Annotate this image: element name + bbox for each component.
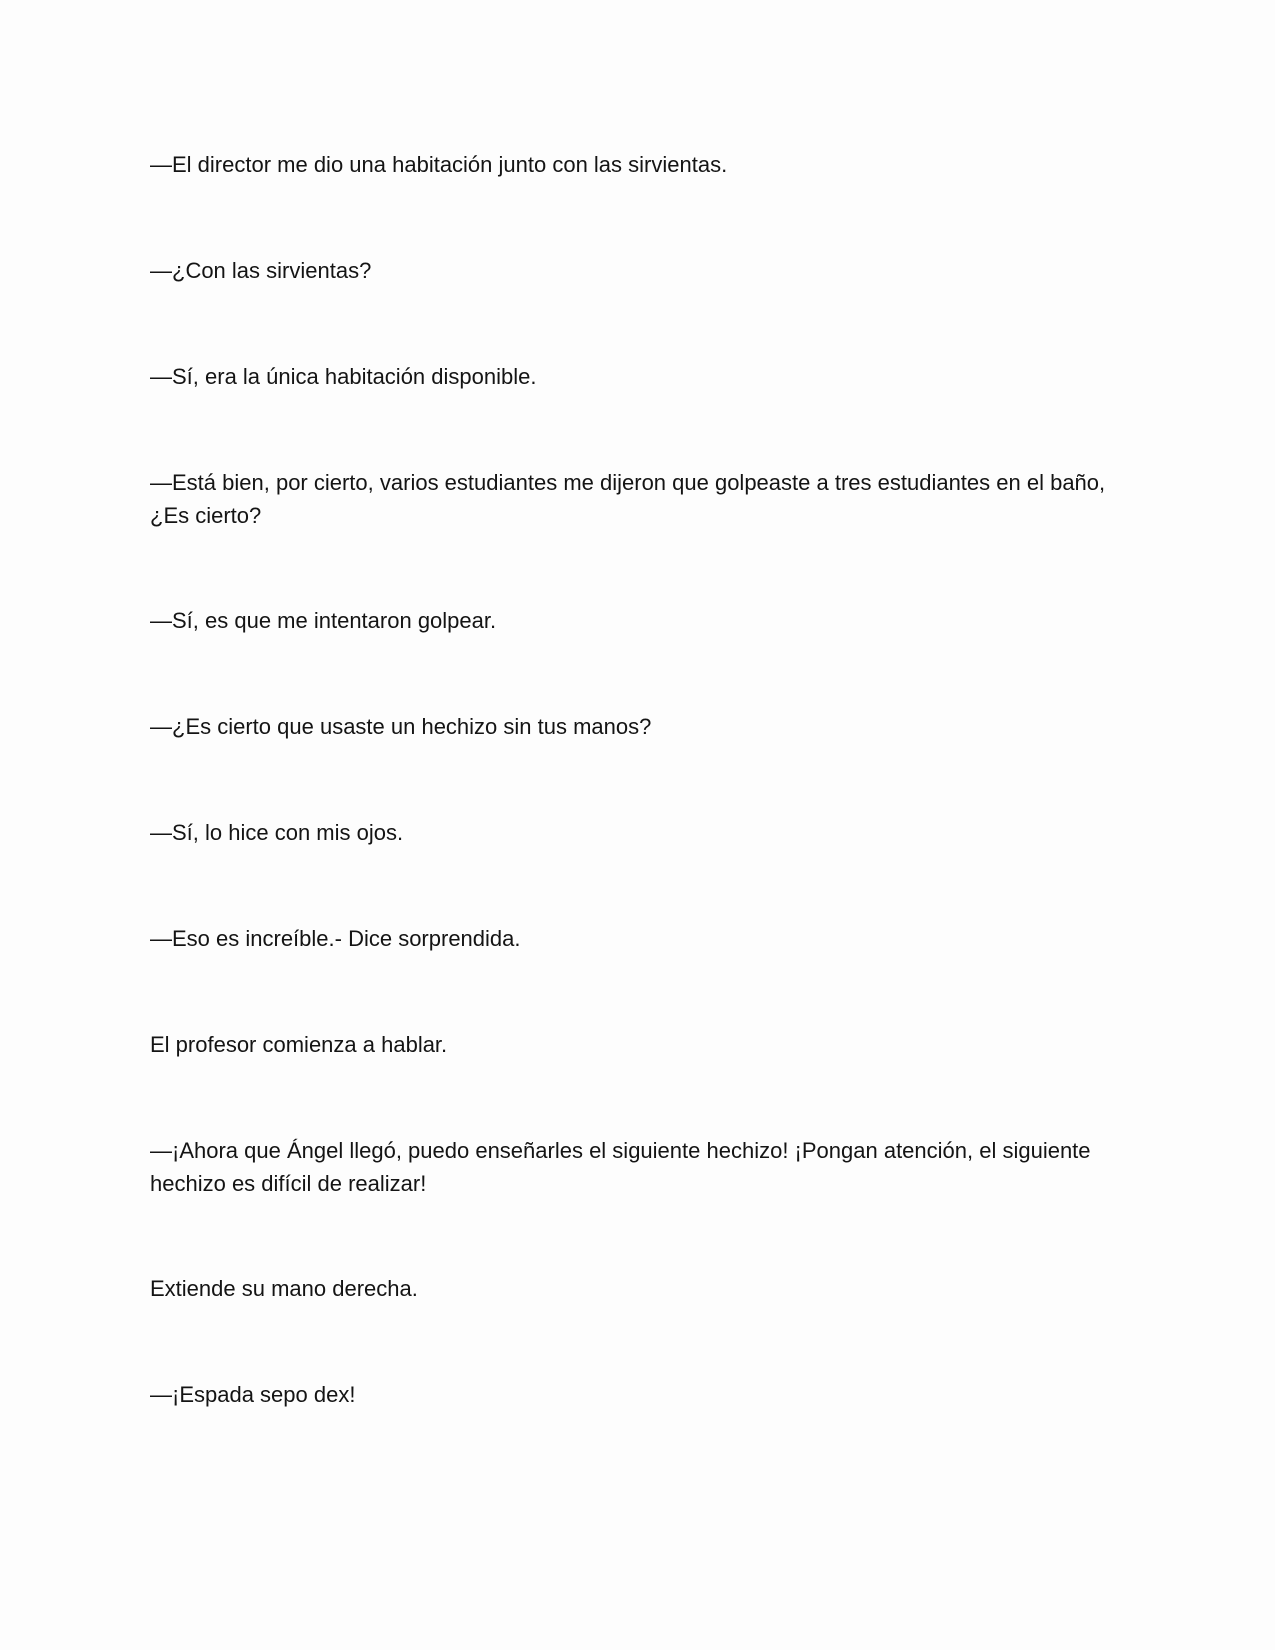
paragraph-4: —Está bien, por cierto, varios estudiantes me dijeron que golpeaste a tres estudiantes en el baño, ¿Es cierto?: [150, 470, 1106, 528]
paragraph-3: —Sí, era la única habitación disponible.: [150, 364, 537, 389]
paragraph-8: —Eso es increíble.- Dice sorprendida.: [150, 926, 521, 951]
paragraph-9: El profesor comienza a hablar.: [150, 1032, 448, 1057]
paragraph-5: —Sí, es que me intentaron golpear.: [150, 608, 497, 633]
paragraph-11: Extiende su mano derecha.: [150, 1276, 418, 1301]
paragraph-12: —¡Espada sepo dex!: [150, 1382, 356, 1407]
paragraph-10: —¡Ahora que Ángel llegó, puedo enseñarles el siguiente hechizo! ¡Pongan atención, el siguiente hechizo es difícil de realizar!: [150, 1138, 1091, 1196]
paragraph-7: —Sí, lo hice con mis ojos.: [150, 820, 404, 845]
paragraph-6: —¿Es cierto que usaste un hechizo sin tus manos?: [150, 714, 652, 739]
paragraph-2: —¿Con las sirvientas?: [150, 258, 372, 283]
paragraph-1: —El director me dio una habitación junto con las sirvientas.: [150, 152, 728, 177]
